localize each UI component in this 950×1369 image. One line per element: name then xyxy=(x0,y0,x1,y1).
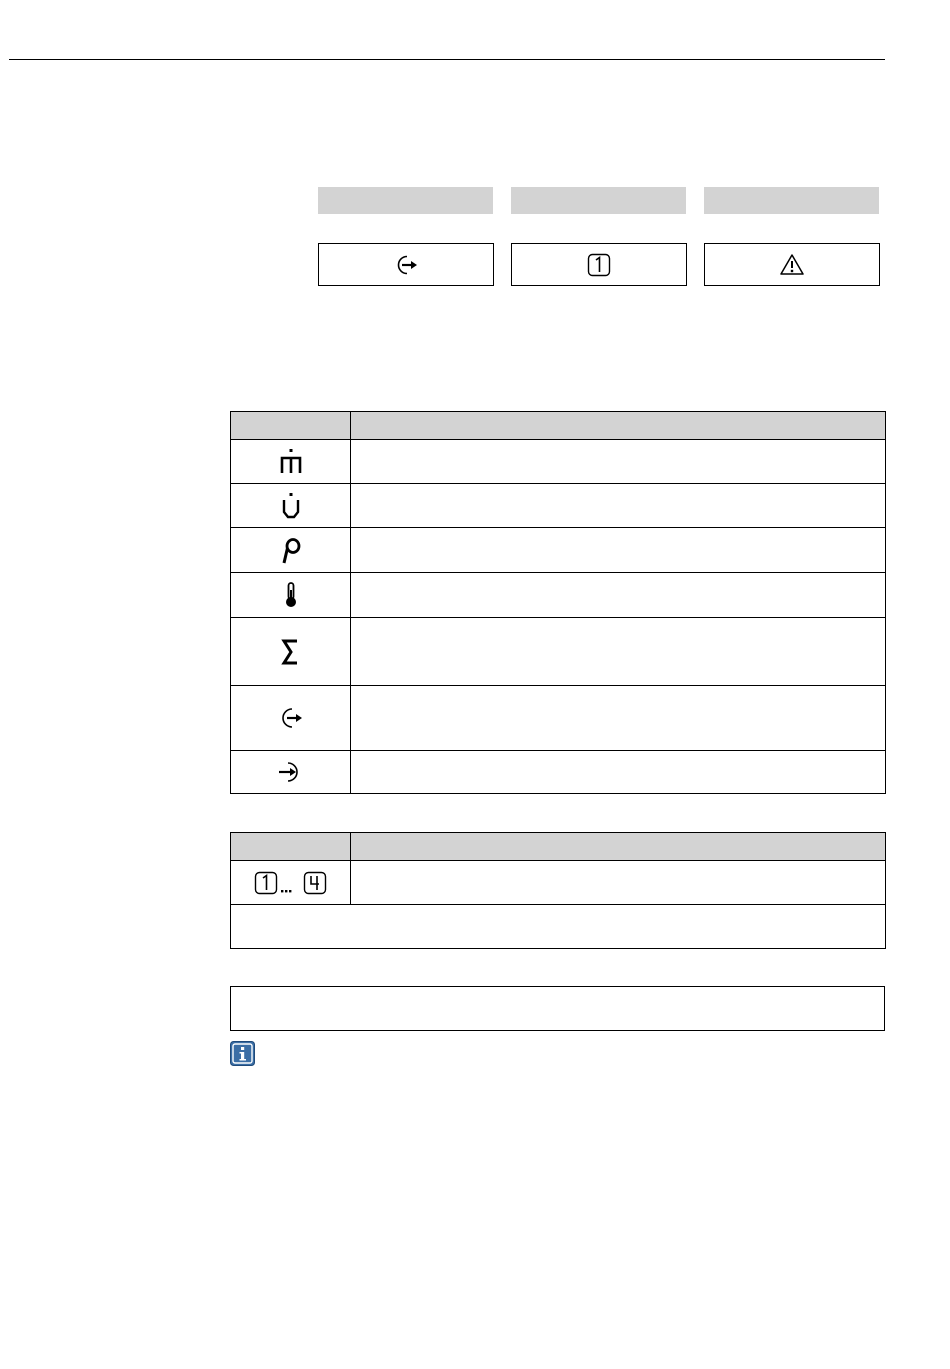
row-text xyxy=(351,573,886,618)
table-row xyxy=(231,861,886,905)
info-icon xyxy=(230,1041,255,1066)
note-box xyxy=(230,986,885,1031)
volume-flow-icon xyxy=(278,491,304,521)
sigma-totalizer-icon xyxy=(278,637,304,667)
table-row xyxy=(231,440,886,484)
display-header-bar-2 xyxy=(511,187,686,214)
mass-flow-icon xyxy=(278,447,304,477)
warning-triangle-icon xyxy=(778,252,806,278)
table-row xyxy=(231,528,886,573)
row-text xyxy=(351,440,886,484)
thermometer-icon xyxy=(278,580,304,610)
row-text xyxy=(351,861,886,905)
measured-variables-table xyxy=(230,411,886,794)
output-arrow-icon xyxy=(276,704,306,732)
display-symbol-box-output xyxy=(318,243,494,286)
header-meaning xyxy=(351,412,886,440)
channels-table xyxy=(230,832,886,949)
header-meaning xyxy=(351,833,886,861)
input-arrow-icon xyxy=(276,758,306,786)
table-row xyxy=(231,573,886,618)
table-row xyxy=(231,618,886,686)
display-symbol-box-warning xyxy=(704,243,880,286)
top-rule xyxy=(9,59,885,60)
row-text xyxy=(351,618,886,686)
channel-1-to-4-icon xyxy=(253,869,329,897)
header-symbol xyxy=(231,833,351,861)
table-footnote xyxy=(231,905,886,949)
display-symbol-box-channel xyxy=(511,243,687,286)
table-row xyxy=(231,905,886,949)
display-header-bar-3 xyxy=(704,187,879,214)
output-arrow-icon xyxy=(391,252,421,278)
density-rho-icon xyxy=(278,535,304,565)
row-text xyxy=(351,686,886,751)
row-text xyxy=(351,751,886,794)
table-row xyxy=(231,751,886,794)
display-header-bar-1 xyxy=(318,187,493,214)
channel-1-icon xyxy=(586,252,612,278)
table-row xyxy=(231,484,886,528)
header-symbol xyxy=(231,412,351,440)
table-row xyxy=(231,686,886,751)
row-text xyxy=(351,484,886,528)
table-header-row xyxy=(231,412,886,440)
table-header-row xyxy=(231,833,886,861)
row-text xyxy=(351,528,886,573)
